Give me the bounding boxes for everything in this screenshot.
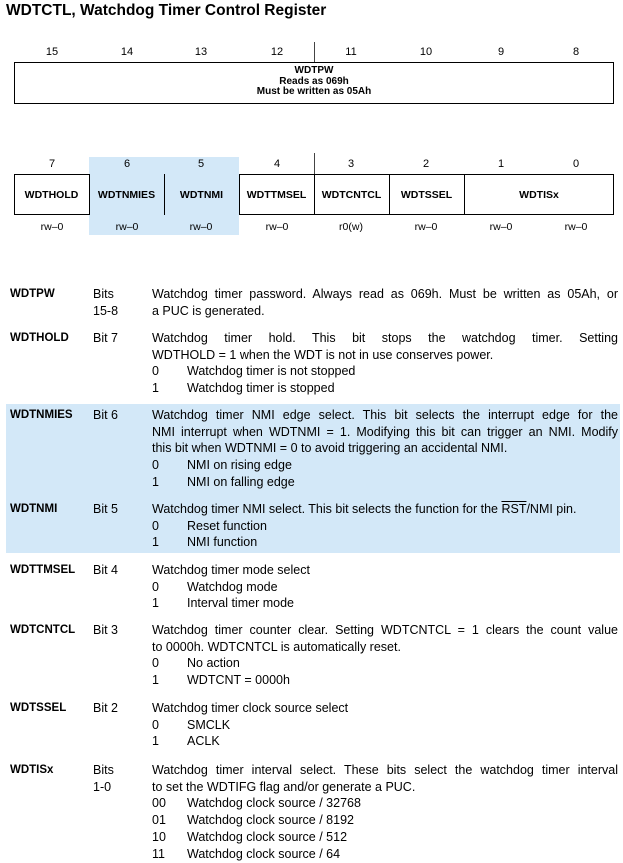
bit-position-line: Bit 6 (93, 408, 119, 422)
option-text: NMI function (187, 535, 258, 550)
desc-line: Watchdog timer mode select (152, 563, 310, 577)
option-row (152, 363, 618, 380)
desc-text (152, 622, 618, 689)
access-type: rw–0 (489, 221, 513, 233)
option-text: ACLK (187, 734, 220, 749)
desc-bit-position (93, 286, 118, 319)
desc-line: to 0000h. WDTCNTCL is automatically reset. (152, 639, 401, 654)
option-text: Interval timer mode (187, 596, 294, 611)
field-divider (314, 174, 315, 215)
access-type: rw–0 (115, 221, 139, 233)
wdtpw-field-text (14, 66, 614, 98)
field-wdtssel: WDTSSEL (400, 188, 453, 201)
bit-position-line: 15-8 (93, 303, 119, 318)
wdtpw-field-read: Reads as 069h (279, 75, 349, 87)
bit-divider-tick (314, 42, 315, 62)
field-divider (239, 174, 240, 215)
bit-number: 10 (419, 46, 433, 58)
option-row (152, 534, 618, 551)
option-row (152, 733, 618, 750)
field-wdttmsel: WDTTMSEL (246, 188, 307, 201)
desc-line: to set the WDTIFG flag and/or generate a PUC. (152, 779, 416, 794)
field-divider (464, 174, 465, 215)
bit-number: 15 (45, 46, 59, 58)
desc-field-name: WDTTMSEL (10, 564, 76, 576)
option-value: 1 (152, 734, 159, 749)
access-type: r0(w) (339, 221, 363, 233)
option-value: 0 (152, 458, 159, 473)
access-type: rw–0 (265, 221, 289, 233)
option-row (152, 846, 618, 863)
option-text: Watchdog timer is stopped (187, 381, 335, 396)
access-type: rw–0 (189, 221, 213, 233)
desc-line (152, 501, 618, 518)
access-type: rw–0 (414, 221, 438, 233)
desc-bit-position (93, 501, 118, 518)
desc-text (152, 562, 618, 612)
bit-position-line: Bit 5 (93, 502, 119, 516)
option-text: Watchdog clock source / 32768 (187, 796, 361, 811)
bit-divider-tick (314, 153, 315, 174)
field-wdtnmies: WDTNMIES (89, 174, 164, 215)
field-wdthold: WDTHOLD (24, 188, 79, 201)
option-text: NMI on rising edge (187, 458, 292, 473)
option-row (152, 474, 618, 491)
bit-position-line: 1-0 (93, 779, 112, 794)
field-divider (389, 174, 390, 215)
desc-field-name: WDTNMI (10, 503, 58, 515)
bit-number: 11 (345, 46, 357, 58)
option-value: 0 (152, 518, 159, 533)
access-type: rw–0 (564, 221, 588, 233)
desc-field-name: WDTSSEL (10, 702, 67, 714)
bit-position-line: Bit 4 (93, 563, 119, 577)
desc-row-wdtnmi (6, 498, 620, 553)
option-text: Watchdog clock source / 512 (187, 829, 348, 844)
option-text: SMCLK (187, 717, 231, 732)
option-text: Watchdog mode (187, 579, 278, 594)
desc-text (152, 286, 618, 319)
desc-bit-position (93, 622, 118, 639)
desc-row-wdtnmies (6, 404, 620, 503)
bit-number: 12 (270, 46, 284, 58)
option-row (152, 672, 618, 689)
desc-bit-position (93, 762, 114, 795)
wdtpw-field-write: Must be written as 05Ah (256, 86, 372, 97)
desc-row-wdtisx (6, 762, 620, 861)
desc-field-name: WDTHOLD (10, 332, 69, 344)
desc-bit-position (93, 562, 118, 579)
desc-line: Watchdog timer NMI edge select. This bit selects the interrupt edge for the (152, 408, 618, 422)
bit-position-line: Bit 2 (93, 701, 119, 715)
bit-number: 0 (572, 158, 580, 170)
desc-line-pre: Watchdog timer NMI select. This bit selects the function for the (152, 502, 502, 516)
desc-text (152, 330, 618, 397)
option-text: Watchdog clock source / 8192 (187, 813, 354, 828)
desc-text (152, 407, 618, 491)
desc-text (152, 762, 618, 862)
option-text: No action (187, 656, 240, 671)
option-row (152, 717, 618, 734)
wdtpw-field-name: WDTPW (294, 65, 334, 76)
field-divider (164, 174, 165, 215)
option-row (152, 518, 618, 535)
field-divider (89, 174, 90, 215)
bit-position-line: Bit 7 (93, 331, 119, 345)
desc-line: Watchdog timer clock source select (152, 701, 349, 715)
bit-number: 9 (497, 46, 505, 58)
desc-text (152, 700, 618, 750)
option-value: 0 (152, 656, 159, 671)
desc-row-wdtcntcl (6, 622, 620, 702)
option-text: Reset function (187, 518, 267, 533)
option-value: 1 (152, 596, 159, 611)
option-row (152, 829, 618, 846)
bit-number: 13 (194, 46, 208, 58)
option-value: 10 (152, 829, 166, 844)
bit-number: 14 (120, 46, 134, 58)
option-row (152, 457, 618, 474)
field-wdtnmi: WDTNMI (164, 174, 239, 215)
bit-position-line: Bit 3 (93, 623, 119, 637)
bit-number: 2 (422, 158, 430, 170)
option-value: 0 (152, 579, 159, 594)
option-value: 1 (152, 474, 159, 489)
rst-overline: $\overline{RST}$ (501, 502, 527, 516)
desc-field-name: WDTPW (10, 288, 55, 300)
desc-field-name: WDTISx (10, 764, 54, 776)
bit-position-line: Bits (93, 763, 114, 777)
option-row (152, 812, 618, 829)
option-value: 0 (152, 364, 159, 379)
option-text: Watchdog timer is not stopped (187, 364, 356, 379)
page-title: WDTCTL, Watchdog Timer Control Register (6, 2, 327, 19)
field-wdtisx: WDTISx (519, 188, 559, 201)
desc-bit-position (93, 407, 118, 424)
bit-number: 3 (347, 158, 355, 170)
desc-field-name: WDTNMIES (10, 409, 73, 421)
desc-line: Watchdog timer password. Always read as 069h. Must be written as 05Ah, or (152, 287, 618, 301)
bit-number: 1 (497, 158, 505, 170)
option-value: 0 (152, 717, 159, 732)
desc-field-name: WDTCNTCL (10, 624, 76, 636)
option-value: 00 (152, 796, 166, 811)
bit-position-line: Bits (93, 287, 114, 301)
desc-line-post: /NMI pin. (526, 502, 577, 516)
bit-number: 4 (273, 158, 281, 170)
option-value: 11 (152, 846, 165, 861)
option-text: WDTCNT = 0000h (187, 673, 290, 688)
option-value: 1 (152, 381, 159, 396)
desc-line: a PUC is generated. (152, 303, 265, 318)
bit-number: 8 (572, 46, 580, 58)
option-row (152, 380, 618, 397)
desc-line: Watchdog timer interval select. These bits select the watchdog timer interval (152, 763, 618, 777)
desc-text (152, 501, 618, 551)
option-row (152, 795, 618, 812)
desc-bit-position (93, 700, 118, 717)
bit-number: 5 (197, 158, 205, 170)
option-row (152, 579, 618, 596)
desc-bit-position (93, 330, 118, 347)
desc-line: this bit when WDTNMI = 0 to avoid triggering an accidental NMI. (152, 441, 508, 456)
option-text: Watchdog clock source / 64 (187, 846, 341, 861)
option-row (152, 655, 618, 672)
desc-line: WDTHOLD = 1 when the WDT is not in use conserves power. (152, 347, 494, 362)
option-text: NMI on falling edge (187, 474, 295, 489)
field-wdtcntcl: WDTCNTCL (321, 188, 382, 201)
option-value: 01 (152, 813, 166, 828)
option-value: 1 (152, 535, 159, 550)
desc-line: Watchdog timer hold. This bit stops the watchdog timer. Setting (152, 331, 618, 345)
desc-line: NMI interrupt when WDTNMI = 1. Modifying this bit can trigger an NMI. Modify (152, 424, 618, 439)
desc-line: Watchdog timer counter clear. Setting WDTCNTCL = 1 clears the count value (152, 623, 618, 637)
bit-number: 7 (48, 158, 56, 170)
option-row (152, 595, 618, 612)
option-value: 1 (152, 673, 159, 688)
desc-row-wdthold (6, 330, 620, 410)
access-type: rw–0 (40, 221, 64, 233)
bit-number: 6 (123, 158, 131, 170)
